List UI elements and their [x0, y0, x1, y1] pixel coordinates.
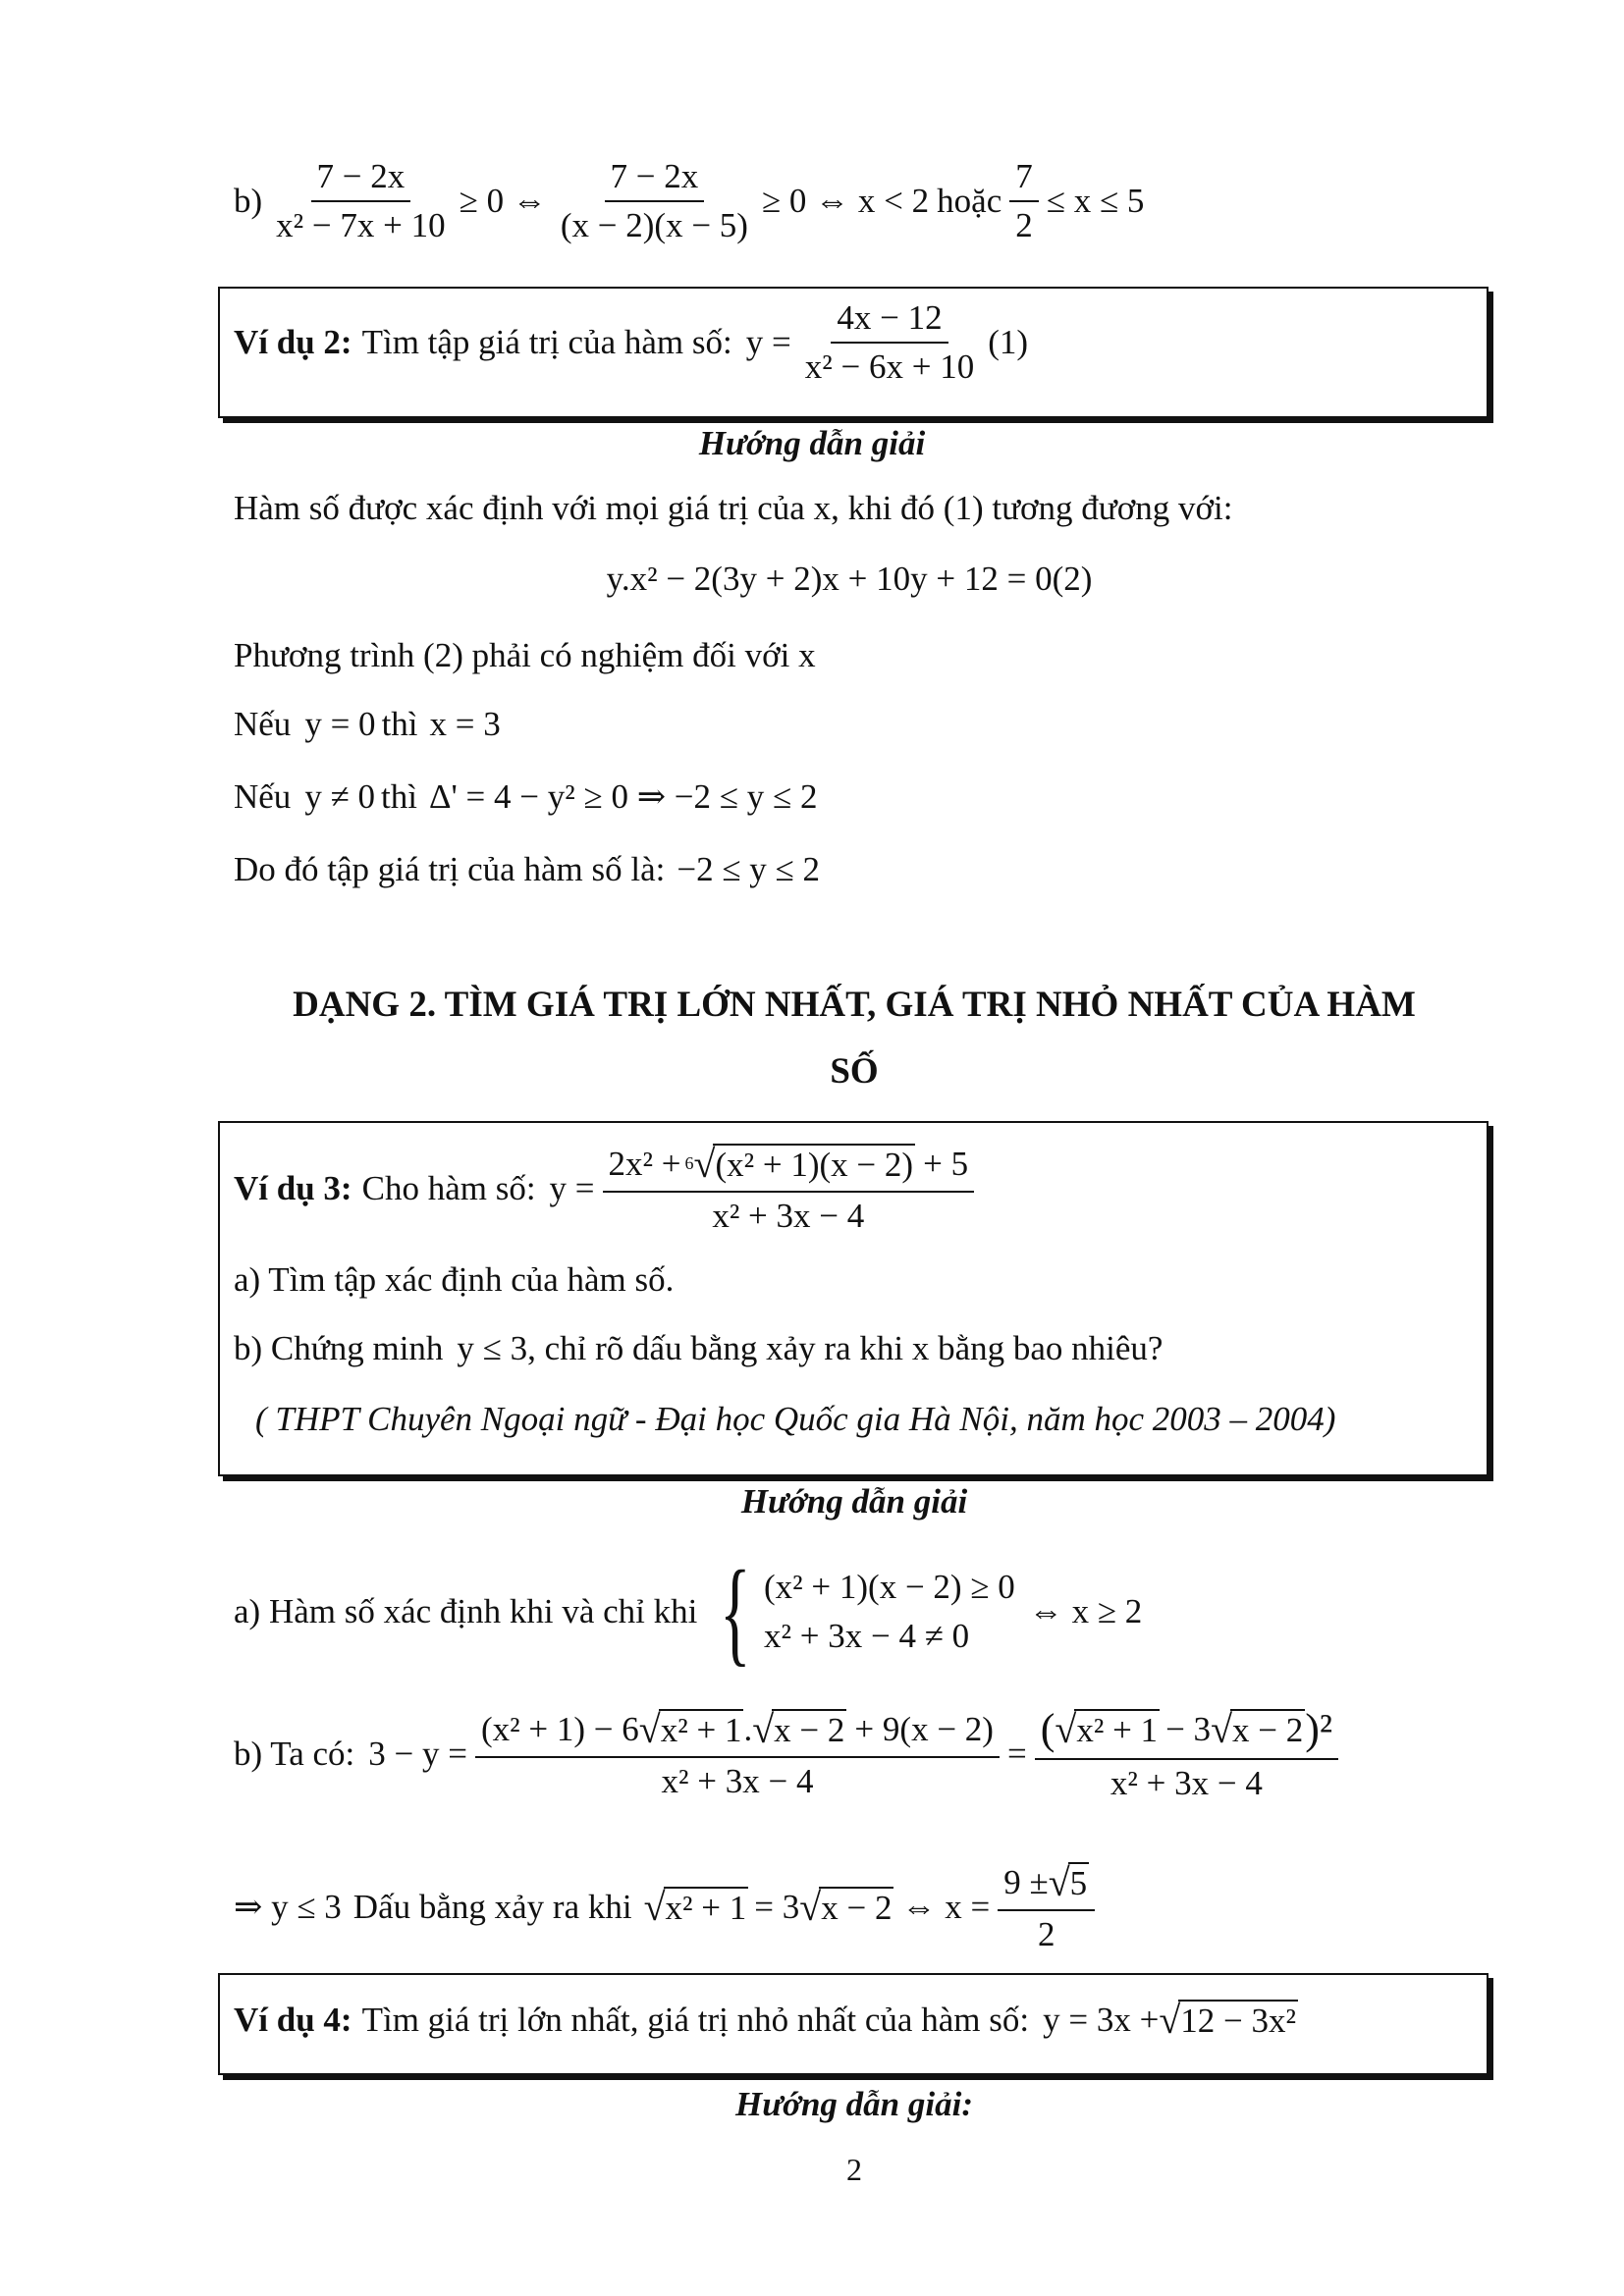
- numerator: [475, 1706, 1000, 1758]
- math: −2 ≤ y ≤ 2: [677, 850, 821, 888]
- fraction: [1009, 157, 1039, 245]
- solution-a: [234, 1546, 1143, 1677]
- denominator: x² + 3x − 4: [712, 1197, 865, 1235]
- numerator: [603, 1141, 975, 1193]
- fraction: [555, 157, 754, 245]
- example-2-line: [234, 298, 1028, 387]
- solution-line: Hàm số được xác định với mọi giá trị của x, khi đó (1) tương đương với:: [234, 489, 1233, 527]
- equation-lhs: y =: [549, 1168, 595, 1207]
- numerator: [1035, 1704, 1338, 1760]
- root-sign-icon: √: [1055, 1707, 1077, 1751]
- example-3-line: [234, 1141, 982, 1236]
- guide-heading: Hướng dẫn giải: [698, 424, 926, 462]
- math: y = 0: [304, 705, 376, 743]
- denominator: 2: [1037, 1915, 1056, 1953]
- math: x = 3: [429, 705, 501, 743]
- part-b-line: [234, 157, 1144, 245]
- fraction: [799, 298, 980, 387]
- numerator: [998, 1859, 1095, 1911]
- solution-line: [234, 705, 501, 744]
- fraction: [998, 1859, 1095, 1954]
- example-4-line: [234, 1997, 1298, 2043]
- text: thì: [381, 705, 418, 743]
- solution-line: [234, 850, 820, 889]
- source-citation: ( THPT Chuyên Ngoại ngữ - Đại học Quốc gia Hà Nội, năm học 2003 – 2004): [255, 1400, 1336, 1438]
- fraction: [603, 1141, 975, 1236]
- text: Nếu: [234, 705, 292, 743]
- part-b-label: b): [234, 182, 263, 220]
- root-sign-icon: √: [752, 1707, 775, 1751]
- math: y = 3x +: [1043, 2000, 1160, 2039]
- inequality: ≥ 0 ⇔ x < 2: [761, 182, 930, 220]
- root-sign-icon: √: [638, 1707, 661, 1751]
- radicand: x² + 1: [1076, 1710, 1159, 1749]
- radicand: x − 2: [774, 1710, 845, 1749]
- text: b) Ta có:: [234, 1734, 355, 1773]
- text: thì: [381, 777, 417, 816]
- solution-line: [234, 777, 817, 817]
- solution-b: [234, 1704, 1346, 1803]
- root-sign-icon: √: [1211, 1707, 1233, 1751]
- math: ⇒ y ≤ 3: [234, 1887, 342, 1926]
- text: Nếu: [234, 777, 292, 816]
- inequality: ≤ x ≤ 5: [1046, 182, 1145, 220]
- denominator: x² + 3x − 4: [661, 1762, 814, 1800]
- system: [764, 1568, 1015, 1656]
- root-sign-icon: √: [1048, 1860, 1070, 1904]
- denominator: x² − 7x + 10: [276, 206, 446, 244]
- denominator: x² + 3x − 4: [1110, 1764, 1263, 1802]
- example-2-box: [218, 287, 1489, 418]
- denominator: x² − 6x + 10: [804, 347, 975, 386]
- radicand: x − 2: [1232, 1710, 1304, 1749]
- radicand: x − 2: [821, 1888, 893, 1927]
- example-label: Ví dụ 4:: [234, 2000, 352, 2039]
- text: b) Chứng minh: [234, 1329, 444, 1367]
- math: y ≤ 3: [457, 1329, 528, 1367]
- example-text: Tìm giá trị lớn nhất, giá trị nhỏ nhất của hàm số:: [361, 2000, 1030, 2039]
- radicand: 12 − 3x²: [1180, 2001, 1296, 2040]
- guide-heading: Hướng dẫn giải:: [734, 2085, 973, 2123]
- numerator: 4x − 12: [831, 298, 947, 344]
- numerator: 7 − 2x: [605, 157, 705, 202]
- term: + 5: [923, 1144, 969, 1183]
- numerator: 7 − 2x: [311, 157, 411, 202]
- text: Do đó tập giá trị của hàm số là:: [234, 850, 666, 888]
- brace-icon: {: [720, 1546, 752, 1677]
- term: 9 ±: [1003, 1862, 1049, 1901]
- radicand: x² + 1: [665, 1888, 747, 1927]
- radicand: 5: [1069, 1863, 1088, 1902]
- math: = 3: [754, 1887, 800, 1926]
- question-b: [234, 1329, 1163, 1368]
- radicand: (x² + 1)(x − 2): [715, 1145, 914, 1184]
- example-text: Tìm tập giá trị của hàm số:: [361, 323, 732, 361]
- root-sign-icon: √: [799, 1885, 822, 1929]
- radicand: x² + 1: [660, 1710, 742, 1749]
- numerator: 7: [1009, 157, 1039, 202]
- denominator: (x − 2)(x − 5): [560, 206, 748, 244]
- math: 3 − y =: [368, 1734, 467, 1773]
- denominator: 2: [1015, 206, 1033, 244]
- term: − 3: [1165, 1709, 1212, 1748]
- guide-heading: Hướng dẫn giải: [740, 1482, 968, 1521]
- math: ⇔ x ≥ 2: [1028, 1592, 1143, 1630]
- text: , chỉ rõ dấu bằng xảy ra khi x bằng bao nhiêu?: [527, 1329, 1164, 1367]
- page-number: 2: [846, 2152, 862, 2187]
- section-heading-cont: SỐ: [830, 1051, 879, 1092]
- math: Δ' = 4 − y² ≥ 0 ⇒ −2 ≤ y ≤ 2: [428, 777, 818, 816]
- root-index: 6: [684, 1153, 694, 1173]
- text: a) Hàm số xác định khi và chỉ khi: [234, 1592, 698, 1630]
- section-heading: DẠNG 2. TÌM GIÁ TRỊ LỚN NHẤT, GIÁ TRỊ NHỎ NHẤT CỦA HÀM: [293, 985, 1416, 1025]
- question-a: a) Tìm tập xác định của hàm số.: [234, 1260, 675, 1299]
- math: y ≠ 0: [304, 777, 376, 816]
- example-text: Cho hàm số:: [361, 1168, 536, 1207]
- equation-lhs: y =: [745, 323, 791, 361]
- math: =: [1006, 1734, 1027, 1773]
- fraction: [270, 157, 451, 245]
- example-label: Ví dụ 3:: [234, 1168, 352, 1207]
- term: + 9(x − 2): [854, 1709, 994, 1748]
- term: (x² + 1) − 6: [481, 1709, 639, 1748]
- example-4-box: [218, 1973, 1489, 2075]
- equation-2: y.x² − 2(3y + 2)x + 10y + 12 = 0(2): [606, 560, 1093, 598]
- example-3-box: [218, 1121, 1489, 1476]
- solution-conclusion: [234, 1859, 1103, 1954]
- text: Dấu bằng xảy ra khi: [352, 1887, 632, 1926]
- system-line: (x² + 1)(x − 2) ≥ 0: [764, 1568, 1015, 1606]
- example-label: Ví dụ 2:: [234, 323, 352, 361]
- solution-line: Phương trình (2) phải có nghiệm đối với x: [234, 636, 816, 674]
- root-sign-icon: √: [693, 1142, 716, 1186]
- equation-tag: (1): [988, 323, 1029, 361]
- root-sign-icon: √: [1159, 1998, 1181, 2042]
- term: .: [743, 1709, 753, 1748]
- term: (: [1040, 1705, 1056, 1753]
- fraction: [475, 1706, 1000, 1801]
- fraction: [1035, 1704, 1338, 1803]
- term: 2x² +: [608, 1144, 681, 1183]
- or-word: hoặc: [937, 182, 1002, 220]
- inequality: ≥ 0 ⇔: [459, 182, 547, 220]
- term: )²: [1305, 1705, 1333, 1753]
- system-line: x² + 3x − 4 ≠ 0: [764, 1617, 970, 1655]
- math: ⇔ x =: [901, 1887, 991, 1926]
- root-sign-icon: √: [643, 1885, 666, 1929]
